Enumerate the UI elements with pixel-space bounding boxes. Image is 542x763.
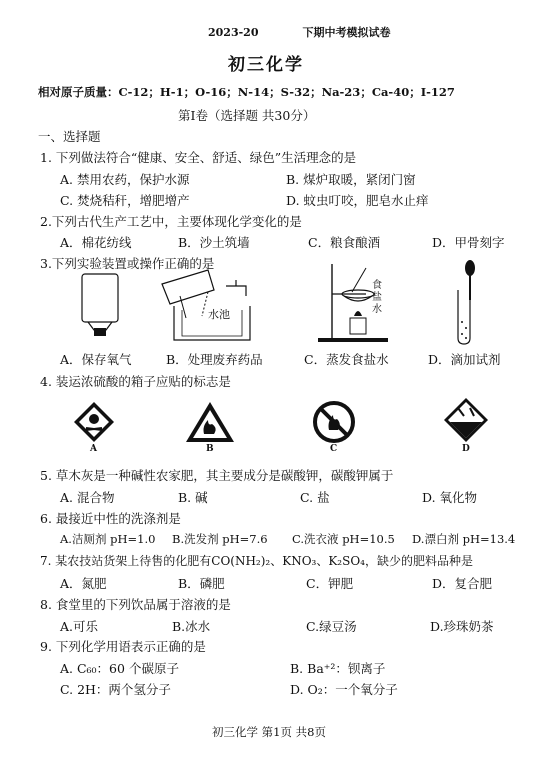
question-7-option-d: D．复合肥 [432,576,493,591]
sink-disposal-figure [150,266,260,346]
question-2-option-a: A．棉花纺线 [60,235,132,250]
question-8-option-d: D.珍珠奶茶 [430,619,494,634]
question-5-option-b: B. 碱 [178,490,208,505]
question-8-option-b: B.冰水 [172,619,211,634]
section-title: 第Ⅰ卷（选择题 共30分） [178,108,316,123]
question-6-option-b: B.洗发剂 pH=7.6 [172,532,268,546]
question-9-option-b: B. Ba⁺²：钡离子 [290,661,386,676]
no-fire-sign-icon [312,400,356,444]
question-9-option-c: C. 2H：两个氢分子 [60,682,171,697]
question-7-option-a: A．氮肥 [60,576,107,591]
question-1-stem: 1. 下列做法符合“健康、安全、舒适、绿色”生活理念的是 [40,150,357,165]
question-3-option-c: C．蒸发食盐水 [304,352,389,367]
question-7-option-c: C．钾肥 [306,576,354,591]
question-6-option-d: D.漂白剂 pH=13.4 [412,532,516,546]
question-5-option-d: D. 氧化物 [422,490,478,505]
question-3-option-b: B．处理废弃药品 [166,352,263,367]
page-footer: 初三化学 第1页 共8页 [212,725,326,739]
sign-d-label: D [462,444,470,454]
evaporation-figure [310,262,400,346]
dropper-figure [448,260,488,346]
question-9-option-d: D. O₂：一个氧分子 [290,682,398,697]
question-2-stem: 2.下列古代生产工艺中，主要体现化学变化的是 [40,214,302,229]
exam-header: 2023-20 下期中考模拟试卷 [208,26,391,39]
question-1-option-c: C. 焚烧秸秆，增肥增产 [60,193,190,208]
question-9-stem: 9. 下列化学用语表示正确的是 [40,639,206,654]
inverted-bottle-figure [70,270,130,340]
question-2-option-c: C．粮食酿酒 [308,235,381,250]
sign-b-label: B [206,444,214,454]
sink-label: 水池 [208,308,230,321]
question-1-option-b: B. 煤炉取暖，紧闭门窗 [286,172,416,187]
question-8-option-c: C.绿豆汤 [306,619,357,634]
question-1-option-a: A. 禁用农药，保护水源 [60,172,190,187]
toxic-sign-icon [72,400,116,444]
question-2-option-b: B．沙土筑墙 [178,235,250,250]
question-6-option-a: A.洁厕剂 pH=1.0 [60,532,156,546]
question-8-option-a: A.可乐 [60,619,99,634]
salt-water-label-3: 水 [372,304,382,315]
question-1-option-d: D. 蚊虫叮咬，肥皂水止痒 [286,193,429,208]
question-5-stem: 5. 草木灰是一种碱性农家肥，其主要成分是碳酸钾，碳酸钾属于 [40,468,394,483]
question-5-option-a: A. 混合物 [60,490,115,505]
question-7-option-b: B．磷肥 [178,576,225,591]
question-9-option-a: A. C₆₀：60 个碳原子 [60,661,179,676]
question-4-stem: 4. 装运浓硫酸的箱子应贴的标志是 [40,374,231,389]
salt-water-label-1: 食 [372,280,382,291]
question-2-option-d: D．甲骨刻字 [432,235,505,250]
exam-title: 初三化学 [228,55,304,75]
question-6-stem: 6. 最接近中性的洗涤剂是 [40,511,181,526]
question-8-stem: 8. 食堂里的下列饮品属于溶液的是 [40,597,231,612]
sign-c-label: C [330,444,338,454]
question-3-stem: 3.下列实验装置或操作正确的是 [40,256,215,271]
question-7-stem: 7. 某农技站货架上待售的化肥有CO(NH₂)₂、KNO₃、K₂SO₄，缺少的肥料品种是 [40,554,473,568]
corrosive-sign-icon [442,396,490,444]
question-6-option-c: C.洗衣液 pH=10.5 [292,532,395,546]
question-5-option-c: C. 盐 [300,490,330,505]
part-heading: 一、选择题 [38,129,101,144]
sign-a-label: A [90,444,97,454]
question-3-option-a: A．保存氧气 [60,352,132,367]
salt-water-label-2: 盐 [372,292,382,303]
atomic-masses: 相对原子质量：C-12；H-1；O-16；N-14；S-32；Na-23；Ca-40；I-127 [38,85,455,99]
question-3-option-d: D．滴加试剂 [428,352,501,367]
flammable-sign-icon [184,400,236,444]
